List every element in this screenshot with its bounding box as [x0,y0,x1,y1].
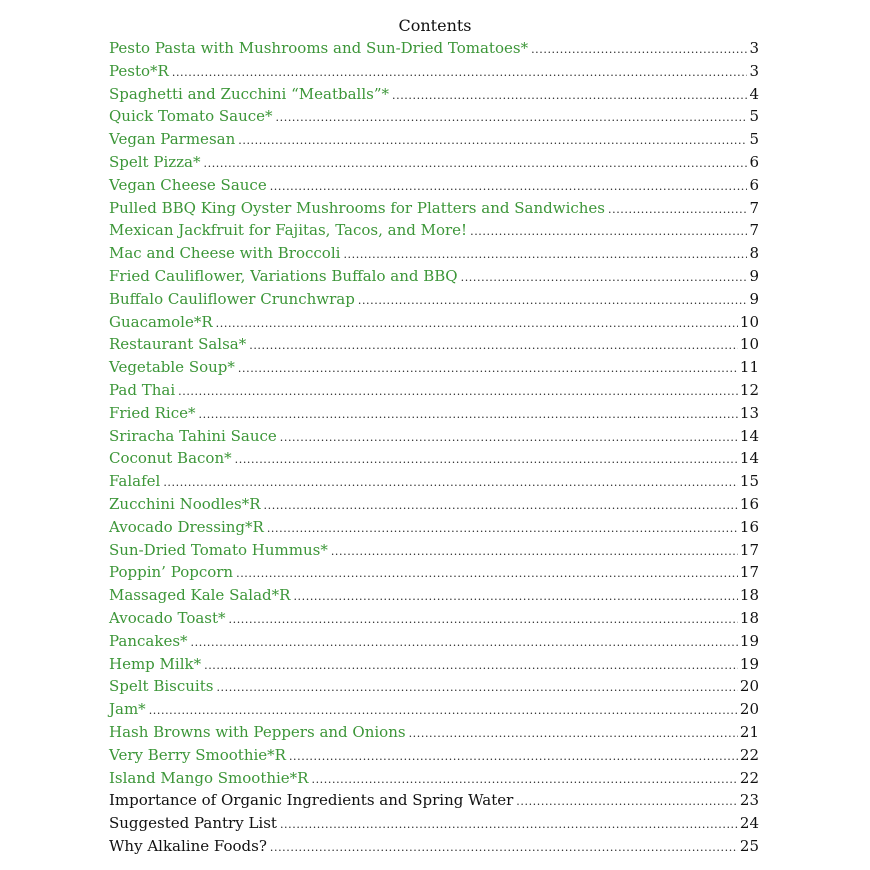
toc-entry-label: Sriracha Tahini Sauce [109,426,277,445]
dot-leader [149,700,738,723]
toc-page-number: 10 [739,312,759,331]
toc-entry [109,447,759,470]
toc-entry-label: Island Mango Smoothie*R [109,768,309,787]
toc-entry [109,584,759,607]
toc-entry-label: Pulled BBQ King Oyster Mushrooms for Platters and Sandwiches [109,198,606,217]
dot-leader [238,130,747,153]
toc-entry [109,60,759,83]
toc-page-number: 24 [739,814,759,833]
toc-entry-label: Spelt Pizza* [109,152,201,171]
toc-page-number: 20 [739,677,759,696]
dot-leader [236,563,738,586]
dot-leader [608,199,747,222]
toc-page-number: 12 [739,380,759,399]
toc-entry [109,402,759,425]
toc-entry-label: Mexican Jackfruit for Fajitas, Tacos, and More! [109,221,468,240]
toc-page-number: 23 [739,791,759,810]
toc-entry-label: Fried Cauliflower, Variations Buffalo and BBQ [109,266,458,285]
dot-leader [249,335,738,358]
dot-leader [516,791,738,814]
dot-leader [311,769,737,792]
toc-entry-label: Vegan Parmesan [109,130,236,149]
toc-page-number: 25 [739,836,759,855]
toc-page-number: 18 [739,608,759,627]
dot-leader [270,176,748,199]
toc-entry-label: Spelt Biscuits [109,677,214,696]
toc-entry-label: Quick Tomato Sauce* [109,107,273,126]
toc-entry [109,812,759,835]
toc-entry-label: Falafel [109,472,161,491]
table-of-contents [109,37,759,858]
toc-entry-label: Why Alkaline Foods? [109,836,267,855]
toc-entry [109,698,759,721]
toc-page-number: 8 [749,244,759,263]
toc-entry [109,630,759,653]
dot-leader [293,586,737,609]
toc-entry [109,105,759,128]
toc-page-number: 6 [749,152,759,171]
toc-entry-label: Poppin’ Popcorn [109,563,234,582]
toc-entry [109,835,759,858]
toc-entry-label: Pesto*R [109,61,169,80]
toc-entry [109,539,759,562]
toc-entry-label: Pancakes* [109,631,188,650]
dot-leader [178,381,738,404]
toc-entry [109,379,759,402]
dot-leader [343,244,747,267]
toc-entry-label: Mac and Cheese with Broccoli [109,244,341,263]
toc-entry-label: Sun-Dried Tomato Hummus* [109,540,328,559]
dot-leader [270,837,738,860]
dot-leader [229,609,738,632]
toc-page-number: 13 [739,403,759,422]
dot-leader [289,746,738,769]
dot-leader [531,39,747,62]
toc-page-number: 9 [749,266,759,285]
toc-entry-label: Fried Rice* [109,403,196,422]
toc-page-number: 5 [749,107,759,126]
toc-entry-label: Pad Thai [109,380,176,399]
toc-page-number: 19 [739,631,759,650]
toc-entry [109,219,759,242]
toc-page-number: 7 [749,221,759,240]
dot-leader [163,472,738,495]
toc-entry [109,516,759,539]
toc-entry [109,242,759,265]
toc-page-number: 9 [749,289,759,308]
dot-leader [461,267,748,290]
toc-entry [109,311,759,334]
dot-leader [392,85,747,108]
toc-page-number: 10 [739,335,759,354]
toc-entry [109,675,759,698]
toc-entry-label: Importance of Organic Ingredients and Spring Water [109,791,514,810]
toc-page-number: 3 [749,39,759,57]
toc-page-number: 18 [739,586,759,605]
toc-page-number: 16 [739,517,759,536]
toc-page-number: 22 [739,745,759,764]
dot-leader [216,313,738,336]
toc-entry [109,333,759,356]
toc-entry-label: Zucchini Noodles*R [109,494,261,513]
toc-entry [109,425,759,448]
toc-entry [109,721,759,744]
page-title: Contents [398,16,472,35]
toc-entry [109,197,759,220]
dot-leader [358,290,748,313]
toc-entry [109,128,759,151]
toc-entry-label: Vegan Cheese Sauce [109,175,267,194]
dot-leader [216,677,737,700]
toc-entry-label: Guacamole*R [109,312,213,331]
toc-entry-label: Jam* [109,700,146,719]
toc-page-number: 11 [739,358,759,377]
toc-entry [109,470,759,493]
dot-leader [409,723,738,746]
toc-entry [109,37,759,60]
toc-entry-label: Spaghetti and Zucchini “Meatballs”* [109,84,390,103]
dot-leader [470,221,747,244]
dot-leader [280,427,738,450]
toc-entry-label: Massaged Kale Salad*R [109,586,291,605]
toc-entry [109,288,759,311]
toc-page-number: 17 [739,540,759,559]
toc-page-number: 14 [739,426,759,445]
toc-page-number: 7 [749,198,759,217]
toc-page-number: 15 [739,472,759,491]
toc-page-number: 5 [749,130,759,149]
dot-leader [235,449,738,472]
toc-entry-label: Coconut Bacon* [109,449,232,468]
toc-entry [109,493,759,516]
dot-leader [267,518,738,541]
toc-entry-label: Restaurant Salsa* [109,335,247,354]
toc-entry [109,653,759,676]
toc-entry [109,789,759,812]
toc-page-number: 19 [739,654,759,673]
toc-entry-label: Very Berry Smoothie*R [109,745,286,764]
dot-leader [264,495,738,518]
dot-leader [172,62,748,85]
toc-entry [109,561,759,584]
dot-leader [191,632,738,655]
toc-entry [109,174,759,197]
toc-page-number: 21 [739,722,759,741]
toc-page-number: 14 [739,449,759,468]
toc-page-number: 3 [749,61,759,80]
toc-page-number: 17 [739,563,759,582]
dot-leader [204,153,748,176]
toc-entry [109,151,759,174]
toc-entry [109,356,759,379]
dot-leader [331,541,738,564]
toc-entry [109,83,759,106]
toc-entry-label: Suggested Pantry List [109,814,277,833]
toc-entry-label: Vegetable Soup* [109,358,235,377]
dot-leader [280,814,738,837]
toc-entry-label: Avocado Toast* [109,608,226,627]
toc-entry-label: Hash Browns with Peppers and Onions [109,722,406,741]
toc-entry [109,607,759,630]
toc-entry [109,265,759,288]
dot-leader [204,655,738,678]
dot-leader [238,358,738,381]
toc-entry [109,744,759,767]
dot-leader [276,107,748,130]
toc-page-number: 20 [739,700,759,719]
toc-entry-label: Buffalo Cauliflower Crunchwrap [109,289,355,308]
toc-entry-label: Avocado Dressing*R [109,517,264,536]
toc-entry-label: Hemp Milk* [109,654,202,673]
dot-leader [199,404,738,427]
toc-page-number: 6 [749,175,759,194]
toc-entry-label: Pesto Pasta with Mushrooms and Sun-Dried Tomatoes* [109,39,529,57]
toc-page-number: 4 [749,84,759,103]
toc-page-number: 22 [739,768,759,787]
toc-entry [109,767,759,790]
toc-page-number: 16 [739,494,759,513]
